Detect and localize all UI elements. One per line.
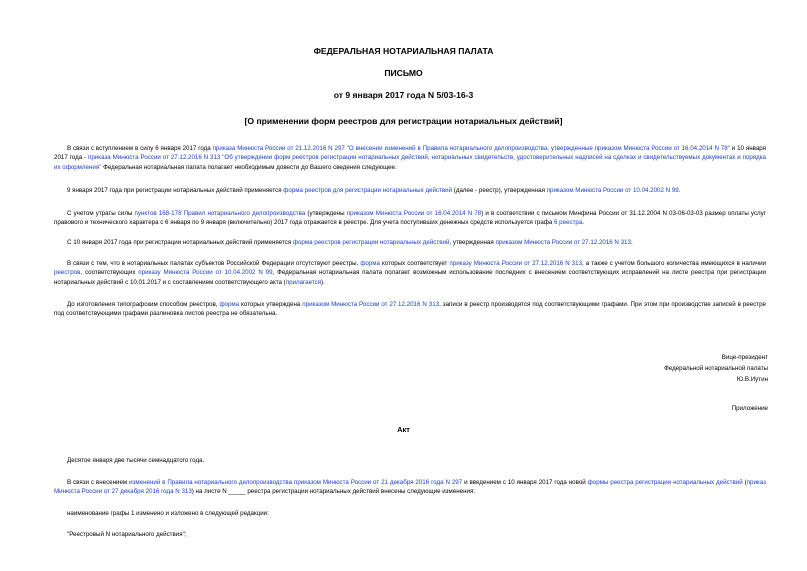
paragraph-3 (54, 209, 766, 228)
link-order-297[interactable]: приказа Минюста России от 21.12.2016 N 297 "О внесении изменений в Правила нотариального делопроизводства, утвержденные приказом Минюста России от 16.04.2014 N 78" (212, 145, 730, 152)
text-run: В связи с тем, что в нотариальных палатах субъектов Российской Федерации отсутствуют реестры, (67, 260, 361, 267)
link-order-313-b[interactable]: приказом Минюста России от 27.12.2016 N 313 (495, 239, 631, 246)
act-paragraph-3: наименование графы 1 изменено и изложено в следующей редакции: (67, 510, 269, 517)
text-run: В связи с вступлением в силу 6 января 2017 года (67, 145, 213, 152)
text-run: В связи с внесением (67, 479, 130, 486)
document-date-heading: от 9 января 2017 года N 5/03-16-3 (333, 90, 474, 100)
text-run: . (678, 187, 681, 194)
text-run: , соответствующих (80, 269, 139, 277)
text-run: ) и в соответствии с письмом Минфина России от 31.12.2004 N 03-06-03-03 размер оплаты услуг правового и технического характера с 6 января по 9 января (включительно) 2017 года отражается в реестре. Для учета поступивших денежных средств используется графа (54, 210, 766, 227)
text-run: ( (742, 479, 747, 486)
text-run: ) на листе N _____ реестра регистрации нотариальных действий внесены следующие изменения: (191, 488, 476, 496)
text-run: и 10 января 2017 года - (54, 145, 766, 162)
link-new-registry-form[interactable]: формы реестра регистрации нотариальных действий (587, 479, 743, 486)
text-run: С учетом утраты силы (67, 210, 135, 217)
link-order-313[interactable]: приказа Минюста России от 27.12.2016 N 313 "Об утверждении форм реестров регистрации нотариальных действий, нотариальных свидетельств, удостоверительных надписей на сделках и свидетельствуемых документах и порядка их оформления" (54, 154, 766, 171)
signature-block (664, 352, 768, 385)
text-run: С 10 января 2017 года при регистрации нотариальных действий применяется (67, 239, 293, 246)
text-run: и введением с 10 января 2017 года новой (462, 479, 588, 486)
text-run: , утвержденная (449, 239, 496, 246)
link-registry-form-313[interactable]: форма реестров регистрации нотариальных действий (292, 239, 450, 246)
link-registries[interactable]: реестров (54, 269, 81, 277)
text-run: , записи в реестр производятся под соответствующими графами. При этом при производстве записей в реестре под соответствующими графами разлиновка листов реестра не обязательна. (54, 301, 766, 318)
text-run: . (630, 239, 633, 246)
link-order-313-d[interactable]: приказом Минюста России от 27.12.2016 N 313 (302, 301, 440, 308)
link-form[interactable]: форма (360, 260, 380, 267)
signature-position: Вице-президент (721, 354, 768, 361)
text-run: (далее - реестр), утвержденная (452, 187, 547, 194)
act-paragraph-1: Десятое января две тысячи семнадцатого года. (67, 457, 205, 464)
paragraph-2 (54, 186, 766, 195)
text-run: До изготовления типографским способом реестров, (67, 301, 220, 308)
paragraph-5 (54, 259, 766, 287)
signature-name: Ю.В.Иутин (736, 376, 768, 383)
text-run: которых утверждена (239, 301, 303, 308)
signature-organization: Федеральной нотариальной палаты (664, 365, 768, 372)
act-paragraph-2 (54, 478, 766, 497)
act-paragraph-4: "Реестровый N нотариального действия"; (67, 531, 187, 538)
link-registry-form[interactable]: форма реестров для регистрации нотариальных действий (283, 187, 453, 194)
link-order-313-c[interactable]: приказу Минюста России от 27.12.2016 N 313 (449, 260, 583, 267)
link-column-6[interactable]: 6 реестра (554, 219, 583, 227)
link-order-78[interactable]: приказом Минюста России от 16.04.2014 N 78 (346, 210, 482, 217)
text-run: , Федеральная нотариальная палата полагает возможным использование последних с внесением соответствующих исправлений на листе реестра при регистрации нотариальных действий с 10.01.2017 и с составлением соответствующего акта ( (54, 269, 766, 286)
text-run: , а также с учетом большого количества имеющихся в наличии (582, 260, 767, 267)
text-run: которых соответствует (379, 260, 450, 267)
text-run: ). (321, 278, 325, 286)
link-order-313-e[interactable]: приказ Минюста России от 27 декабря 2016 года N 313 (54, 479, 766, 496)
text-run: (утверждены (305, 210, 347, 217)
paragraph-6 (54, 300, 766, 319)
link-rules-items[interactable]: пунктов 168-178 Правил нотариального делопроизводства (134, 210, 306, 217)
document-type-heading: ПИСЬМО (384, 68, 423, 78)
text-run: Федеральная нотариальная палата полагает необходимым довести до Вашего сведения следующее. (101, 163, 397, 171)
text-run: . (582, 219, 585, 227)
document-subject-heading: [О применении форм реестров для регистрации нотариальных действий] (244, 116, 563, 126)
organization-heading: ФЕДЕРАЛЬНАЯ НОТАРИАЛЬНАЯ ПАЛАТА (313, 46, 494, 56)
link-order-99[interactable]: приказом Минюста России от 10.04.2002 N 99 (546, 187, 679, 194)
paragraph-4 (54, 238, 766, 247)
link-attached[interactable]: прилагается (285, 278, 322, 286)
paragraph-1 (54, 144, 766, 172)
text-run: 9 января 2017 года при регистрации нотариальных действий применяется (67, 187, 284, 194)
appendix-label: Приложение (731, 405, 768, 412)
link-rules-amendments[interactable]: изменений в Правила нотариального делопроизводства приказом Минюста России от 21 декабря 2016 года N 297 (129, 479, 463, 486)
link-order-99-b[interactable]: приказу Минюста России от 10.04.2002 N 99 (138, 269, 273, 277)
link-form-b[interactable]: форма (219, 301, 240, 308)
act-title: Акт (397, 425, 410, 434)
